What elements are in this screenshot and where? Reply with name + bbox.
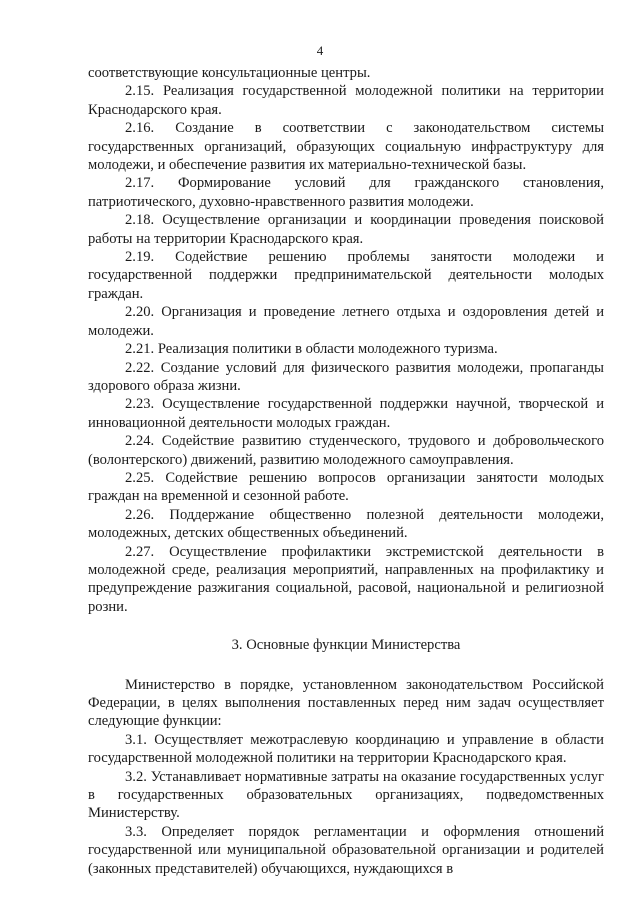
item-2-24: 2.24. Содействие развитию студенческого, трудового и добровольческого (волонтерского) движений, развитию молодежного самоуправления.	[88, 433, 604, 468]
item-2-25: 2.25. Содействие решению вопросов организации занятости молодых граждан на временной и сезонной работе.	[88, 469, 604, 505]
item-2-20: 2.20. Организация и проведение летнего отдыха и оздоровления детей и молодежи.	[88, 304, 604, 339]
item-3-3: 3.3. Определяет порядок регламентации и оформления отношений государственной или муниципальной образовательной организации и родителей (законных представителей) обучающихся, нуждающихся в	[88, 823, 604, 877]
item-3-1: 3.1. Осуществляет межотраслевую координацию и управление в области государственной молодежной политики на территории Краснодарского края.	[88, 731, 604, 767]
item-3-2: 3.2. Устанавливает нормативные затраты на оказание государственных услуг в государственных образовательных организациях, подведомственных Министерству.	[88, 768, 604, 822]
item-2-15: 2.15. Реализация государственной молодежной политики на территории Краснодарского края.	[88, 83, 604, 118]
item-2-23: 2.23. Осуществление государственной поддержки научной, творческой и инновационной деятельности молодых граждан.	[88, 396, 604, 431]
page-content	[88, 64, 604, 878]
intro-paragraph: Министерство в порядке, установленном законодательством Российской Федерации, в целях выполнения поставленных перед ним задач осуществляет следующие функции:	[88, 676, 604, 730]
section-heading: 3. Основные функции Министерства	[231, 637, 461, 654]
item-2-16: 2.16. Создание в соответствии с законодательством системы государственных организаций, образующих социальную инфраструктуру для молодежи, и обеспечение развития их материально-технической базы.	[88, 120, 604, 174]
item-2-26: 2.26. Поддержание общественно полезной деятельности молодежи, молодежных, детских общественных объединений.	[88, 506, 604, 542]
item-2-18: 2.18. Осуществление организации и координации проведения поисковой работы на территории Краснодарского края.	[88, 212, 604, 247]
item-2-27: 2.27. Осуществление профилактики экстремистской деятельности в молодежной среде, реализация мероприятий, направленных на профилактику и предупреждение разжигания социальной, расовой, национальной и религиозной розни.	[88, 543, 604, 615]
item-2-21: 2.21. Реализация политики в области молодежного туризма.	[125, 341, 498, 358]
item-2-22: 2.22. Создание условий для физического развития молодежи, пропаганды здорового образа жизни.	[88, 359, 604, 394]
continuation-paragraph: соответствующие консультационные центры.	[88, 65, 371, 81]
item-2-17: 2.17. Формирование условий для гражданского становления, патриотического, духовно-нравственного развития молодежи.	[88, 175, 604, 210]
page-number: 4	[316, 43, 324, 58]
item-2-19: 2.19. Содействие решению проблемы занятости молодежи и государственной поддержки предпринимательской деятельности молодых граждан.	[88, 249, 604, 302]
